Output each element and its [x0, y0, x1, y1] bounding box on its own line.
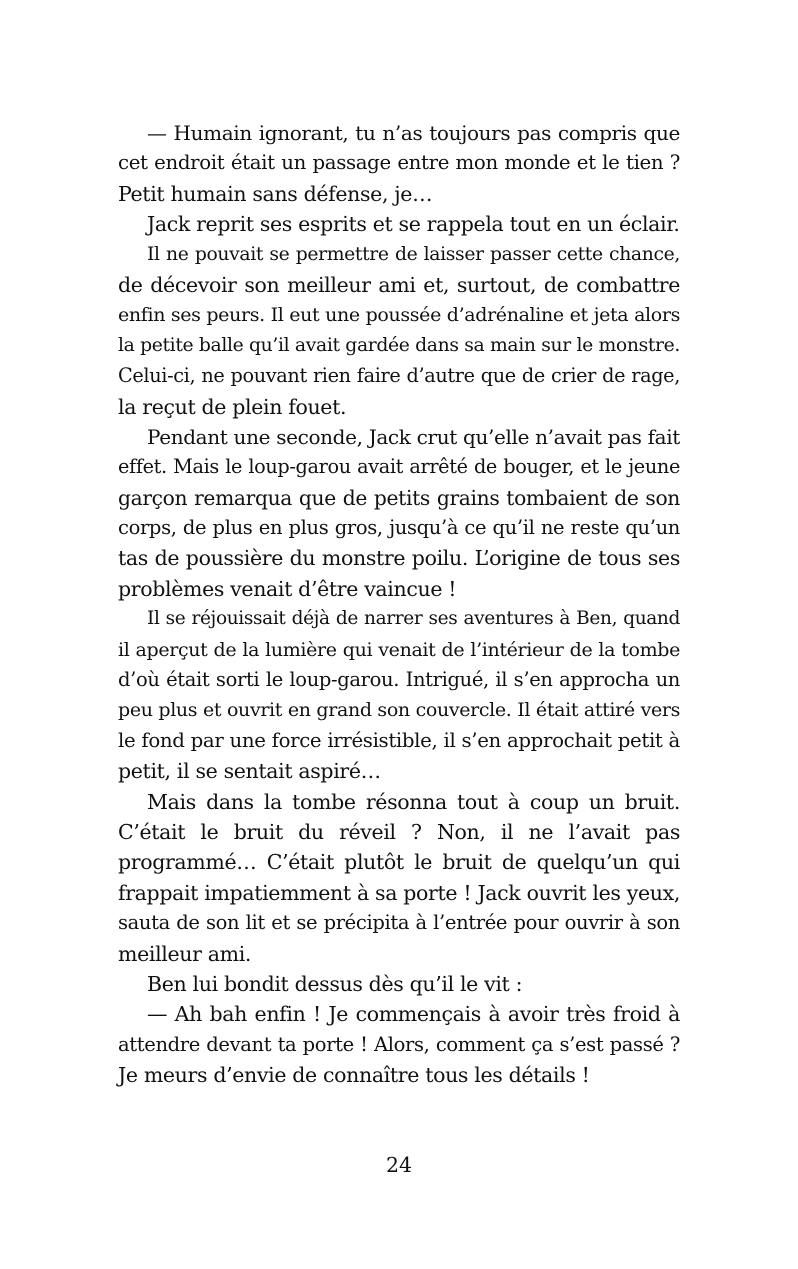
text-line: tas de poussière du monstre poilu. L’origine de tous ses: [118, 546, 680, 571]
text-line: peu plus et ouvrit en grand son couvercle. Il était attiré vers: [118, 699, 680, 722]
page-number: 24: [385, 1153, 413, 1177]
text-line: enfin ses peurs. Il eut une poussée d’adrénaline et jeta alors: [118, 304, 680, 327]
text-line: Pendant une seconde, Jack crut qu’elle n’avait pas fait: [147, 424, 680, 449]
text-line: Celui-ci, ne pouvant rien faire d’autre que de crier de rage,: [118, 364, 680, 388]
text-line: la reçut de plein fouet.: [118, 394, 347, 419]
text-line: meilleur ami.: [118, 941, 252, 966]
text-line: de décevoir son meilleur ami et, surtout, de combattre: [118, 272, 680, 297]
text-line: Mais dans la tombe résonna tout à coup un bruit.: [147, 789, 680, 814]
text-line: corps, de plus en plus gros, jusqu’à ce qu’il ne reste qu’un: [118, 516, 680, 540]
text-line: Jack reprit ses esprits et se rappela tout en un éclair.: [147, 212, 680, 237]
text-line: Il ne pouvait se permettre de laisser passer cette chance,: [147, 243, 680, 265]
text-line: petit, il se sentait aspiré…: [118, 759, 381, 784]
text-line: frappait impatiemment à sa porte ! Jack ouvrit les yeux,: [118, 880, 680, 905]
text-line: le fond par une force irrésistible, il s’en approchait petit à: [118, 728, 680, 752]
text-line: la petite balle qu’il avait gardée dans sa main sur le monstre.: [118, 334, 680, 356]
text-line: sauta de son lit et se précipita à l’entrée pour ouvrir à son: [118, 911, 680, 935]
text-line: Je meurs d’envie de connaître tous les détails !: [118, 1063, 590, 1088]
text-line: attendre devant ta porte ! Alors, comment ça s’est passé ?: [118, 1032, 680, 1056]
text-line: d’où était sorti le loup-garou. Intrigué, il s’en approcha un: [118, 668, 680, 692]
text-line: Il se réjouissait déjà de narrer ses aventures à Ben, quand: [147, 608, 680, 630]
text-line: Ben lui bondit dessus dès qu’il le vit :: [147, 971, 523, 996]
text-line: programmé… C’était plutôt le bruit de quelqu’un qui: [118, 850, 680, 875]
text-line: C’était le bruit du réveil ? Non, il ne l’avait pas: [118, 819, 680, 844]
text-line: problèmes venait d’être vaincue !: [118, 576, 457, 601]
text-line: — Humain ignorant, tu n’as toujours pas compris que: [147, 121, 680, 145]
text-line: effet. Mais le loup-garou avait arrêté de bouger, et le jeune: [118, 455, 680, 479]
text-line: — Ah bah enfin ! Je commençais à avoir très froid à: [147, 1002, 680, 1027]
body-text: [118, 118, 680, 1091]
text-line: il aperçut de la lumière qui venait de l’intérieur de la tombe: [118, 638, 680, 661]
text-line: garçon remarqua que de petits grains tombaient de son: [118, 485, 680, 510]
text-line: Petit humain sans défense, je…: [118, 181, 433, 206]
text-line: cet endroit était un passage entre mon monde et le tien ?: [118, 151, 680, 175]
